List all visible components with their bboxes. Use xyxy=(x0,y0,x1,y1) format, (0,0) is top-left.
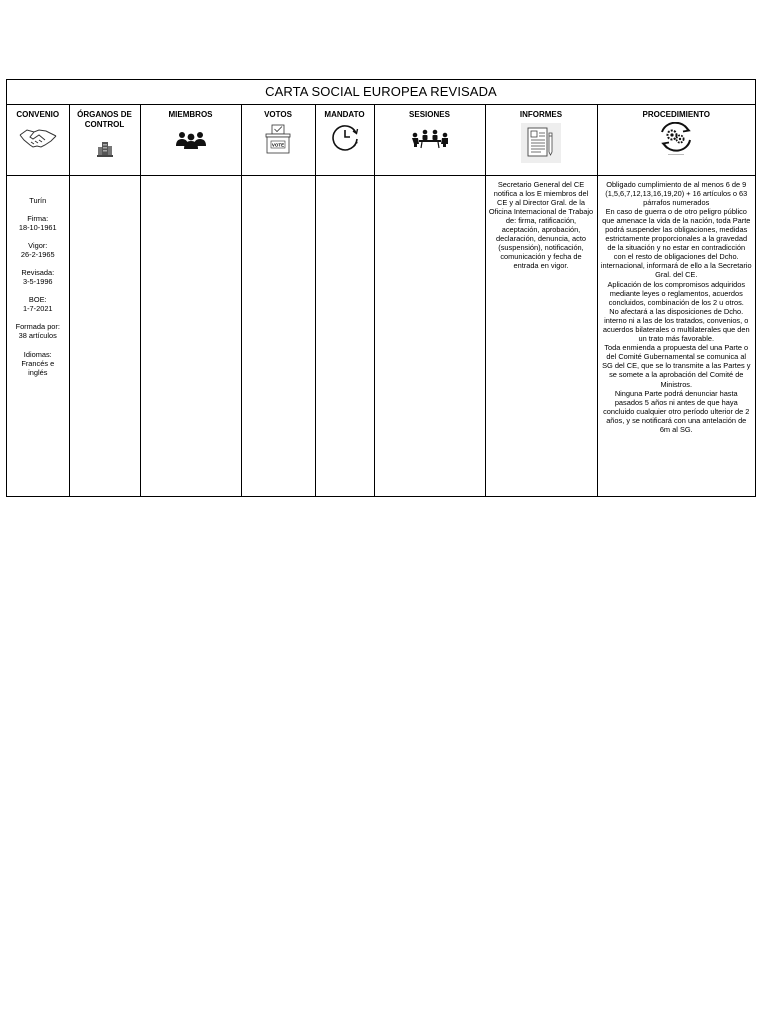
header-label: MIEMBROS xyxy=(168,110,213,119)
procedimiento-paragraph: Toda enmienda a propuesta del una Parte o del Comité Gubernamental se comunica al SG del CE, que se lo transmite a las Partes y se somete a la aprobación del Comité de Ministros. xyxy=(602,343,751,389)
header-label: MANDATO xyxy=(324,110,365,119)
header-label: PROCEDIMIENTO xyxy=(642,110,710,119)
header-mandato xyxy=(315,105,374,175)
cell-sesiones xyxy=(374,175,485,496)
header-label: INFORMES xyxy=(519,110,563,119)
table-row xyxy=(7,175,755,496)
header-procedimiento xyxy=(597,105,755,175)
procedimiento-paragraph: Aplicación de los compromisos adquiridos mediante leyes o reglamentos, acuerdos concluidos, combinación de los 2 u otros. xyxy=(607,279,746,307)
procedimiento-paragraph: Ninguna Parte podrá denunciar hasta pasados 5 años ni antes de que haya concluido cualquier otro período ulterior de 2 años, y se notificará con una antelación de 6m al SG. xyxy=(603,388,750,435)
building-icon xyxy=(95,138,115,158)
convenio-entry: Vigor: 26-2-1965 xyxy=(20,240,55,259)
ballot-box-icon xyxy=(263,123,293,155)
cell-procedimiento xyxy=(597,175,755,496)
header-informes xyxy=(485,105,597,175)
header-label: CONVENIO xyxy=(16,110,60,119)
convenio-entry: Turín xyxy=(29,195,47,205)
table-title: CARTA SOCIAL EUROPEA REVISADA xyxy=(7,80,755,105)
header-miembros xyxy=(140,105,241,175)
header-label: ÓRGANOS DE CONTROL xyxy=(77,110,132,129)
procedimiento-paragraph: En caso de guerra o de otro peligro público que amenace la vida de la nación, toda Parte podrá suspender las obligaciones, medidas estrictamente proporcionales a la gravedad de la situación y no estar en contradicción con el resto de obligaciones del Dcho. internacional, informará de ello a la Secretario Gral. del CE. xyxy=(600,206,752,280)
header-label: VOTOS xyxy=(264,110,292,119)
header-row xyxy=(7,105,755,175)
convenio-entry: Idiomas: Francés e inglés xyxy=(21,349,55,377)
cell-mandato xyxy=(315,175,374,496)
procedimiento-paragraph: Obligado cumplimiento de al menos 6 de 9 (1,5,6,7,12,13,16,19,20) + 16 artículos o 63 párrafos numerados xyxy=(605,179,748,207)
header-label: SESIONES xyxy=(409,110,450,119)
header-sesiones xyxy=(374,105,485,175)
cell-convenio xyxy=(7,175,69,496)
handshake-icon xyxy=(18,125,58,151)
header-organos xyxy=(69,105,140,175)
procedimiento-paragraph: No afectará a las disposiciones de Dcho. interno ni a las de los tratados, convenios, o acuerdos bilaterales o multilaterales que den un trato más favorable. xyxy=(602,306,750,344)
convenio-entry: BOE: 1-7-2021 xyxy=(22,295,53,314)
header-votos xyxy=(241,105,315,175)
treaty-table xyxy=(7,105,755,496)
cell-votos xyxy=(241,175,315,496)
report-icon xyxy=(521,123,561,163)
convenio-entry: Formada por: 38 artículos xyxy=(15,322,60,341)
process-icon xyxy=(654,122,698,158)
vote-label: VOTE xyxy=(271,142,285,148)
cell-informes: Secretario General del CE notifica a los E miembros del CE y al Director Gral. de la Oficina Internacional de Trabajo de: firma, ratificación, aceptación, aprobación, declaración, denuncia, acto (suspensión), notificación, comunicación y fecha de entrada en vigor. xyxy=(485,175,597,496)
meeting-icon xyxy=(410,128,450,150)
cell-miembros xyxy=(140,175,241,496)
group-icon xyxy=(175,128,207,150)
header-convenio xyxy=(7,105,69,175)
convenio-entry: Firma: 18-10-1961 xyxy=(18,213,57,232)
convenio-entry: Revisada: 3-5-1996 xyxy=(21,267,55,287)
cell-organos xyxy=(69,175,140,496)
clock-icon xyxy=(330,122,360,152)
treaty-table-sheet xyxy=(6,79,756,497)
